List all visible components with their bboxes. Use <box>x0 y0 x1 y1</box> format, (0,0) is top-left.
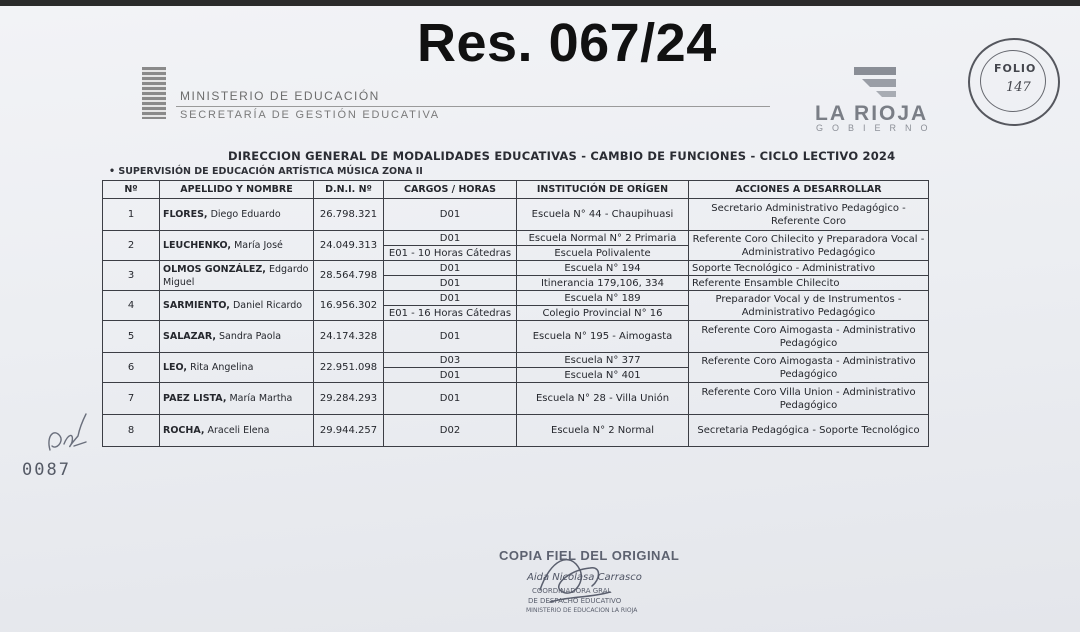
certification-ministry: MINISTERIO DE EDUCACION LA RIOJA <box>526 607 638 614</box>
secretary-name: SECRETARÍA DE GESTIÓN EDUCATIVA <box>180 109 440 121</box>
row-institucion: Escuela N° 401 <box>517 368 689 383</box>
table-row <box>103 321 929 353</box>
margin-page-number: 0087 <box>22 460 71 480</box>
table-row <box>103 353 929 368</box>
row-cargo: E01 - 16 Horas Cátedras <box>384 306 517 321</box>
row-institucion: Escuela Polivalente <box>517 246 689 261</box>
row-institucion: Escuela N° 195 - Aimogasta <box>517 321 689 353</box>
row-num: 7 <box>103 383 160 415</box>
row-name: SALAZAR, Sandra Paola <box>160 321 314 353</box>
row-cargo: D03 <box>384 353 517 368</box>
table-row <box>103 231 929 246</box>
row-num: 8 <box>103 415 160 447</box>
row-num: 1 <box>103 199 160 231</box>
ministry-name: MINISTERIO DE EDUCACIÓN <box>180 89 380 103</box>
row-acciones: Referente Coro Aimogasta - Administrativo Pedagógico <box>689 353 929 383</box>
row-acciones: Preparador Vocal y de Instrumentos - Administrativo Pedagógico <box>689 291 929 321</box>
row-dni: 28.564.798 <box>314 261 384 291</box>
certification-role: DE DESPACHO EDUCATIVO <box>528 597 622 605</box>
header-cargos: CARGOS / HORAS <box>384 181 517 199</box>
row-dni: 26.798.321 <box>314 199 384 231</box>
table-row <box>103 383 929 415</box>
header-name: APELLIDO Y NOMBRE <box>160 181 314 199</box>
row-cargo: D01 <box>384 199 517 231</box>
row-num: 3 <box>103 261 160 291</box>
row-dni: 29.944.257 <box>314 415 384 447</box>
table-header-row <box>103 181 929 199</box>
row-cargo: D01 <box>384 368 517 383</box>
document-subtitle: • SUPERVISIÓN DE EDUCACIÓN ARTÍSTICA MÚSICA ZONA II <box>109 166 423 177</box>
row-acciones: Referente Coro Villa Union - Administrativo Pedagógico <box>689 383 929 415</box>
row-name: FLORES, Diego Eduardo <box>160 199 314 231</box>
row-cargo: E01 - 10 Horas Cátedras <box>384 246 517 261</box>
row-acciones: Referente Coro Aimogasta - Administrativo Pedagógico <box>689 321 929 353</box>
document-title: DIRECCION GENERAL DE MODALIDADES EDUCATIVAS - CAMBIO DE FUNCIONES - CICLO LECTIVO 2024 <box>228 149 896 163</box>
row-institucion: Escuela N° 189 <box>517 291 689 306</box>
row-cargo: D01 <box>384 291 517 306</box>
resolution-title: Res. 067/24 <box>417 13 717 73</box>
row-cargo: D01 <box>384 321 517 353</box>
certification-role: COORDINADORA GRAL <box>532 587 612 595</box>
row-cargo: D01 <box>384 276 517 291</box>
row-num: 5 <box>103 321 160 353</box>
row-acciones: Referente Coro Chilecito y Preparadora Vocal - Administrativo Pedagógico <box>689 231 929 261</box>
header-acciones: ACCIONES A DESARROLLAR <box>689 181 929 199</box>
row-cargo: D01 <box>384 383 517 415</box>
row-institucion: Escuela N° 2 Normal <box>517 415 689 447</box>
row-institucion: Escuela N° 194 <box>517 261 689 276</box>
row-institucion: Escuela N° 377 <box>517 353 689 368</box>
folio-label: FOLIO <box>994 62 1037 75</box>
row-acciones: Soporte Tecnológico - Administrativo <box>689 261 929 276</box>
row-dni: 22.951.098 <box>314 353 384 383</box>
row-institucion: Colegio Provincial N° 16 <box>517 306 689 321</box>
header-institucion: INSTITUCIÓN DE ORÍGEN <box>517 181 689 199</box>
row-cargo: D01 <box>384 261 517 276</box>
row-name: ROCHA, Araceli Elena <box>160 415 314 447</box>
folio-stamp <box>968 38 1060 126</box>
certification-name: Aida Nicolasa Carrasco <box>527 572 642 583</box>
government-subtitle: GOBIERNO <box>816 123 937 133</box>
row-cargo: D02 <box>384 415 517 447</box>
document-page <box>0 6 1080 632</box>
row-dni: 24.174.328 <box>314 321 384 353</box>
header-divider <box>176 106 770 107</box>
row-name: PAEZ LISTA, María Martha <box>160 383 314 415</box>
la-rioja-emblem-icon <box>852 63 898 97</box>
row-institucion: Itinerancia 179,106, 334 <box>517 276 689 291</box>
table-row <box>103 261 929 276</box>
row-dni: 29.284.293 <box>314 383 384 415</box>
certification-copia: COPIA FIEL DEL ORIGINAL <box>499 548 680 563</box>
row-name: LEUCHENKO, María José <box>160 231 314 261</box>
header-dni: D.N.I. Nº <box>314 181 384 199</box>
row-name: SARMIENTO, Daniel Ricardo <box>160 291 314 321</box>
row-institucion: Escuela N° 28 - Villa Unión <box>517 383 689 415</box>
table-row <box>103 291 929 306</box>
folio-number: 147 <box>1006 80 1031 95</box>
table-row <box>103 415 929 447</box>
row-cargo: D01 <box>384 231 517 246</box>
row-num: 6 <box>103 353 160 383</box>
ministry-logo <box>142 67 166 119</box>
row-dni: 24.049.313 <box>314 231 384 261</box>
row-acciones: Referente Ensamble Chilecito <box>689 276 929 291</box>
government-name: LA RIOJA <box>815 102 929 125</box>
row-institucion: Escuela Normal N° 2 Primaria <box>517 231 689 246</box>
row-num: 4 <box>103 291 160 321</box>
staff-table <box>102 180 929 447</box>
row-institucion: Escuela N° 44 - Chaupihuasi <box>517 199 689 231</box>
row-name: LEO, Rita Angelina <box>160 353 314 383</box>
row-name: OLMOS GONZÁLEZ, Edgardo Miguel <box>160 261 314 291</box>
row-num: 2 <box>103 231 160 261</box>
row-acciones: Secretario Administrativo Pedagógico - Referente Coro <box>689 199 929 231</box>
row-dni: 16.956.302 <box>314 291 384 321</box>
header-num: Nº <box>103 181 160 199</box>
table-row <box>103 199 929 231</box>
row-acciones: Secretaria Pedagógica - Soporte Tecnológico <box>689 415 929 447</box>
